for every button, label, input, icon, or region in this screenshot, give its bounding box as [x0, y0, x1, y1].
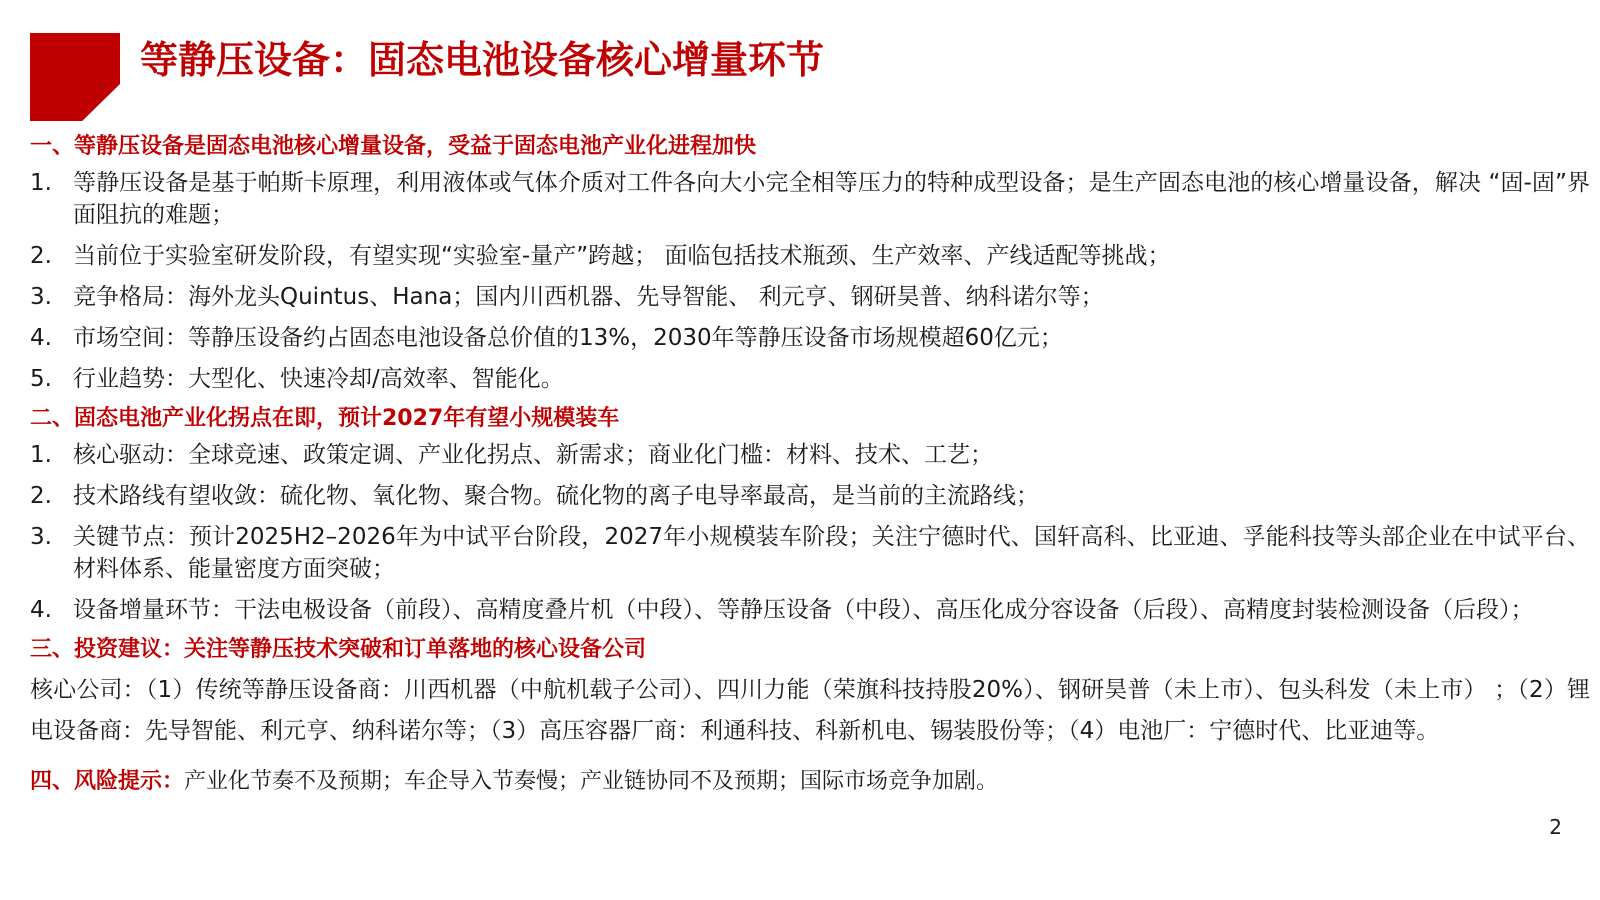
list-item	[30, 281, 1590, 313]
risk-text: 产业化节奏不及预期；车企导入节奏慢；产业链协同不及预期；国际市场竞争加剧。	[184, 769, 999, 794]
investment-paragraph: 核心公司：（1）传统等静压设备商：川西机器（中航机载子公司）、四川力能（荣旗科技持股20%）、钢研昊普（未上市）、包头科发（未上市） ；（2）锂电设备商：先导智能、利元亨、纳科诺尔等；（3）高压容器厂商：利通科技、科新机电、锡装股份等；（4）电池厂：宁德时代、比亚迪等。	[30, 677, 1590, 744]
list-item	[30, 521, 1590, 585]
list-text: 关键节点：预计2025H2–2026年为中试平台阶段，2027年小规模装车阶段；关注宁德时代、国轩高科、比亚迪、孚能科技等头部企业在中试平台、材料体系、能量密度方面突破；	[73, 524, 1590, 582]
list-text: 设备增量环节：干法电极设备（前段）、高精度叠片机（中段）、等静压设备（中段）、高压化成分容设备（后段）、高精度封装检测设备（后段）；	[73, 597, 1534, 623]
list-item	[30, 594, 1590, 626]
section-heading-1: 一、等静压设备是固态电池核心增量设备，受益于固态电池产业化进程加快	[30, 134, 757, 159]
list-text: 技术路线有望收敛：硫化物、氧化物、聚合物。硫化物的离子电导率最高，是当前的主流路线；	[73, 483, 1039, 509]
list-text: 等静压设备是基于帕斯卡原理，利用液体或气体介质对工件各向大小完全相等压力的特种成型设备；是生产固态电池的核心增量设备，解决 “固-固”界面阻抗的难题；	[73, 170, 1590, 228]
list-number: 5.	[30, 366, 52, 392]
list-item	[30, 322, 1590, 354]
list-item	[30, 363, 1590, 395]
list-number: 3.	[30, 284, 52, 310]
list-number: 4.	[30, 597, 52, 623]
list-item	[30, 480, 1590, 512]
section-heading-2: 二、固态电池产业化拐点在即，预计2027年有望小规模装车	[30, 406, 620, 431]
list-number: 4.	[30, 325, 52, 351]
list-number: 2.	[30, 243, 52, 269]
list-text: 行业趋势：大型化、快速冷却/高效率、智能化。	[73, 366, 564, 392]
list-number: 3.	[30, 524, 52, 550]
list-text: 核心驱动：全球竞速、政策定调、产业化拐点、新需求；商业化门槛：材料、技术、工艺；	[73, 442, 993, 468]
section-heading-4: 四、风险提示：	[30, 769, 185, 794]
list-number: 1.	[30, 442, 52, 468]
list-number: 1.	[30, 170, 52, 196]
list-number: 2.	[30, 483, 52, 509]
corner-logo-mark	[30, 33, 120, 121]
list-item	[30, 240, 1590, 272]
slide-content	[30, 126, 1590, 798]
list-text: 当前位于实验室研发阶段，有望实现“实验室-量产”跨越； 面临包括技术瓶颈、生产效率、产线适配等挑战；	[73, 243, 1171, 269]
risk-section	[30, 766, 1590, 798]
list-text: 竞争格局：海外龙头Quintus、Hana；国内川西机器、先导智能、 利元亨、钢研昊普、纳科诺尔等；	[73, 284, 1104, 310]
page-title: 等静压设备：固态电池设备核心增量环节	[140, 38, 825, 82]
section-heading-3: 三、投资建议：关注等静压技术突破和订单落地的核心设备公司	[30, 637, 647, 662]
list-item	[30, 167, 1590, 231]
list-text: 市场空间：等静压设备约占固态电池设备总价值的13%，2030年等静压设备市场规模超60亿元；	[73, 325, 1063, 351]
list-item	[30, 439, 1590, 471]
page-number: 2	[1549, 815, 1562, 839]
